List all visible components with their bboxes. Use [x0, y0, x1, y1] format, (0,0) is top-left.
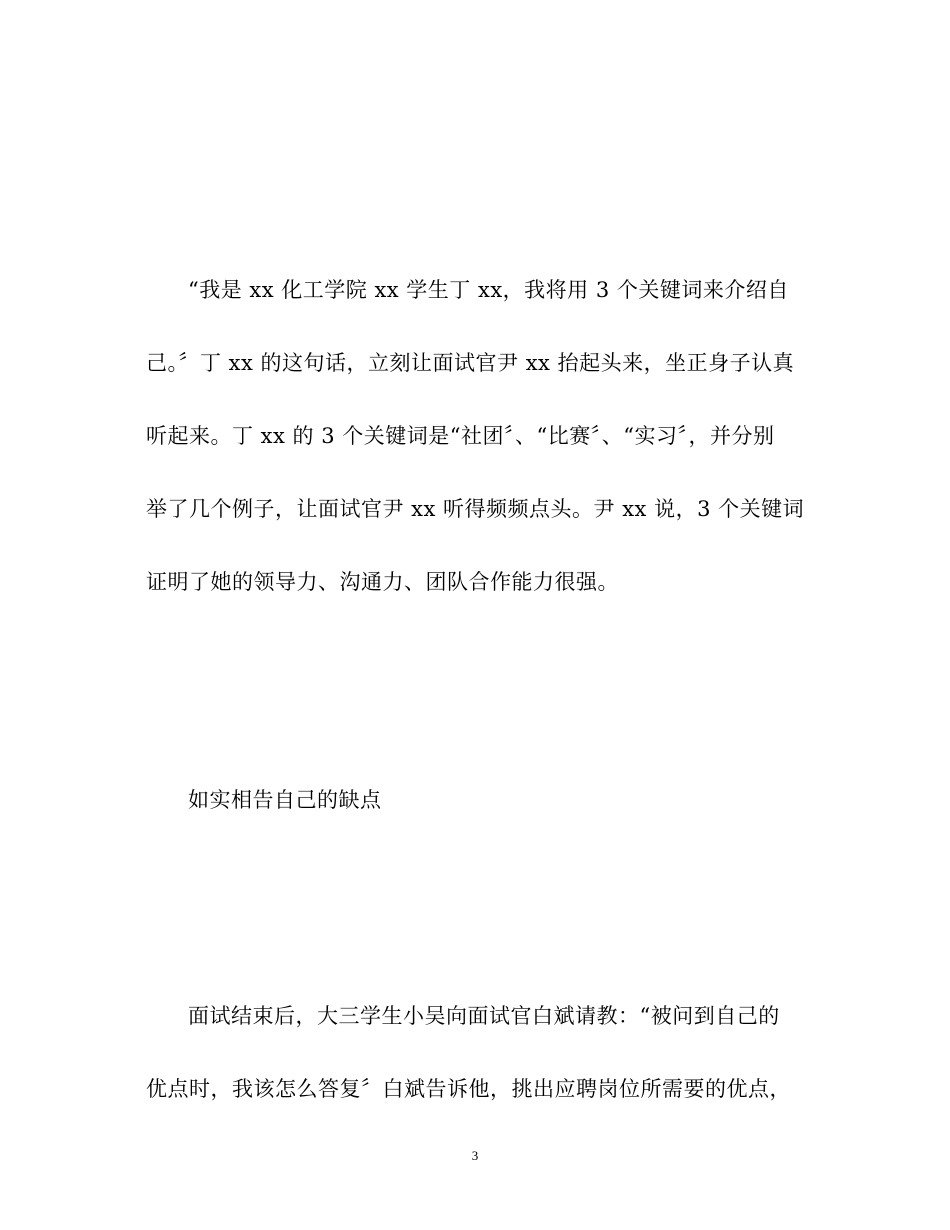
paragraph-self-introduction — [146, 254, 806, 619]
text-line: 听起来。丁 xx 的 3 个关键词是“社团〞、“比赛〞、“实习〞，并分别 — [146, 424, 775, 448]
section-heading — [146, 764, 806, 837]
page-number: 3 — [471, 1148, 479, 1163]
text-line: 己。〞丁 xx 的这句话，立刻让面试官尹 xx 抬起头来，坐正身子认真 — [146, 351, 795, 375]
text-line: 举了几个例子，让面试官尹 xx 听得频频点头。尹 xx 说，3 个关键词 — [146, 497, 805, 521]
text-line: 面试结束后，大三学生小吴向面试官白斌请教：“被问到自己的 — [188, 1004, 780, 1028]
text-line: “我是 xx 化工学院 xx 学生丁 xx，我将用 3 个关键词来介绍自 — [188, 278, 789, 302]
paragraph-interview-advice — [146, 980, 806, 1126]
text-line: 优点时，我该怎么答复〞白斌告诉他，挑出应聘岗位所需要的优点， — [146, 1077, 791, 1101]
text-line: 证明了她的领导力、沟通力、团队合作能力很强。 — [146, 570, 619, 594]
heading-text: 如实相告自己的缺点 — [188, 788, 382, 812]
